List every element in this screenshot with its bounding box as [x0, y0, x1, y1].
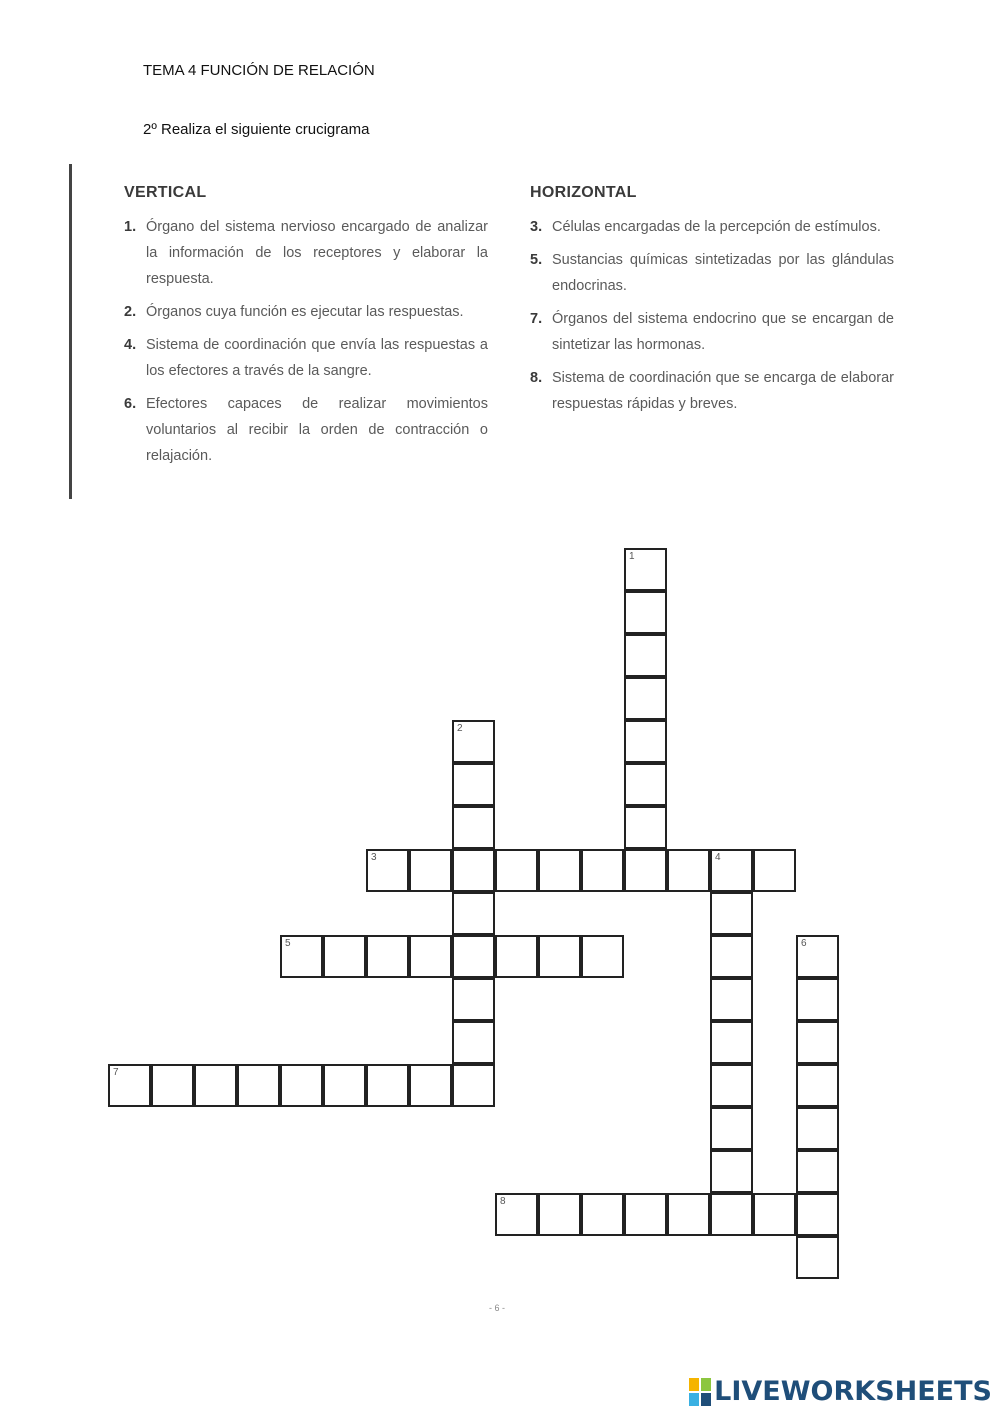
crossword-clue-number: 8 [500, 1196, 506, 1207]
crossword-cell[interactable] [710, 1021, 753, 1064]
crossword-cell[interactable] [796, 1107, 839, 1150]
crossword-cell[interactable] [624, 720, 667, 763]
crossword-cell[interactable] [796, 1193, 839, 1236]
crossword-cell[interactable] [796, 978, 839, 1021]
clue-item [124, 299, 488, 325]
clue-number: 6. [124, 396, 137, 412]
crossword-cell[interactable] [753, 1193, 796, 1236]
crossword-clue-number: 5 [285, 938, 291, 949]
crossword-cell[interactable] [538, 1193, 581, 1236]
crossword-clue-number: 2 [457, 723, 463, 734]
crossword-cell[interactable] [452, 849, 495, 892]
crossword-cell[interactable] [366, 849, 409, 892]
crossword-cell[interactable] [452, 1021, 495, 1064]
crossword-cell[interactable] [796, 1064, 839, 1107]
crossword-clue-number: 4 [715, 852, 721, 863]
crossword-cell[interactable] [538, 935, 581, 978]
liveworksheets-logo [689, 1376, 992, 1407]
crossword-cell[interactable] [710, 978, 753, 1021]
crossword-clue-number: 1 [629, 551, 635, 562]
clue-number: 1. [124, 219, 137, 235]
clue-item [530, 306, 894, 358]
vertical-heading: VERTICAL [124, 184, 207, 201]
clue-number: 8. [530, 370, 543, 386]
crossword-cell[interactable] [452, 763, 495, 806]
clue-text: Órganos cuya función es ejecutar las respuestas. [146, 304, 464, 320]
horizontal-clue-list [530, 214, 894, 424]
clue-number: 2. [124, 304, 137, 320]
clue-item [124, 332, 488, 384]
crossword-cell[interactable] [667, 849, 710, 892]
crossword-cell[interactable] [581, 849, 624, 892]
crossword-cell[interactable] [323, 1064, 366, 1107]
crossword-cell[interactable] [366, 935, 409, 978]
crossword-cell[interactable] [710, 1193, 753, 1236]
vertical-clue-list [124, 214, 488, 476]
crossword-cell[interactable] [409, 849, 452, 892]
clue-text: Efectores capaces de realizar movimientos voluntarios al recibir la orden de contracción o relajación. [146, 396, 488, 464]
logo-square [701, 1378, 711, 1391]
crossword-cell[interactable] [624, 806, 667, 849]
logo-square [701, 1393, 711, 1406]
crossword-cell[interactable] [667, 1193, 710, 1236]
crossword-cell[interactable] [280, 1064, 323, 1107]
crossword-cell[interactable] [495, 849, 538, 892]
logo-square [689, 1393, 699, 1406]
clue-number: 5. [530, 252, 543, 268]
clue-item [124, 391, 488, 469]
crossword-cell[interactable] [710, 849, 753, 892]
crossword-cell[interactable] [581, 1193, 624, 1236]
crossword-cell[interactable] [624, 677, 667, 720]
clue-number: 7. [530, 311, 543, 327]
clue-number: 3. [530, 219, 543, 235]
crossword-cell[interactable] [538, 849, 581, 892]
worksheet-instruction: 2º Realiza el siguiente crucigrama [143, 121, 370, 138]
clue-item [530, 365, 894, 417]
margin-rule [69, 164, 72, 499]
worksheet-title: TEMA 4 FUNCIÓN DE RELACIÓN [143, 62, 375, 79]
crossword-cell[interactable] [237, 1064, 280, 1107]
crossword-cell[interactable] [452, 935, 495, 978]
page-number: - 6 - [489, 1303, 506, 1313]
crossword-clue-number: 6 [801, 938, 807, 949]
crossword-cell[interactable] [624, 634, 667, 677]
crossword-cell[interactable] [409, 1064, 452, 1107]
clue-text: Sistema de coordinación que se encarga de elaborar respuestas rápidas y breves. [552, 370, 894, 412]
crossword-cell[interactable] [452, 1064, 495, 1107]
crossword-cell[interactable] [796, 1150, 839, 1193]
crossword-cell[interactable] [624, 591, 667, 634]
crossword-clue-number: 7 [113, 1067, 119, 1078]
crossword-cell[interactable] [710, 1150, 753, 1193]
crossword-cell[interactable] [194, 1064, 237, 1107]
crossword-cell[interactable] [710, 935, 753, 978]
crossword-cell[interactable] [108, 1064, 151, 1107]
clue-item [530, 247, 894, 299]
crossword-cell[interactable] [624, 849, 667, 892]
liveworksheets-icon [689, 1378, 711, 1406]
crossword-cell[interactable] [624, 1193, 667, 1236]
crossword-cell[interactable] [796, 1021, 839, 1064]
crossword-clue-number: 3 [371, 852, 377, 863]
logo-square [689, 1378, 699, 1391]
clue-item [124, 214, 488, 292]
crossword-cell[interactable] [409, 935, 452, 978]
crossword-cell[interactable] [710, 1064, 753, 1107]
crossword-cell[interactable] [495, 935, 538, 978]
clue-item [530, 214, 894, 240]
crossword-cell[interactable] [151, 1064, 194, 1107]
crossword-cell[interactable] [624, 548, 667, 591]
crossword-cell[interactable] [796, 935, 839, 978]
horizontal-heading: HORIZONTAL [530, 184, 637, 201]
crossword-cell[interactable] [452, 806, 495, 849]
crossword-cell[interactable] [581, 935, 624, 978]
crossword-cell[interactable] [452, 720, 495, 763]
crossword-cell[interactable] [710, 1107, 753, 1150]
crossword-cell[interactable] [495, 1193, 538, 1236]
crossword-cell[interactable] [710, 892, 753, 935]
clue-text: Células encargadas de la percepción de estímulos. [552, 219, 881, 235]
crossword-cell[interactable] [452, 978, 495, 1021]
clue-number: 4. [124, 337, 137, 353]
crossword-cell[interactable] [323, 935, 366, 978]
crossword-cell[interactable] [624, 763, 667, 806]
crossword-cell[interactable] [280, 935, 323, 978]
clue-text: Sustancias químicas sintetizadas por las glándulas endocrinas. [552, 252, 894, 294]
crossword-cell[interactable] [796, 1236, 839, 1279]
clue-text: Órgano del sistema nervioso encargado de analizar la información de los receptores y elaborar la respuesta. [146, 219, 488, 287]
clue-text: Órganos del sistema endocrino que se encargan de sintetizar las hormonas. [552, 311, 894, 353]
crossword-cell[interactable] [366, 1064, 409, 1107]
brand-name: LIVEWORKSHEETS [714, 1376, 992, 1407]
crossword-cell[interactable] [452, 892, 495, 935]
crossword-cell[interactable] [753, 849, 796, 892]
clue-text: Sistema de coordinación que envía las respuestas a los efectores a través de la sangre. [146, 337, 488, 379]
